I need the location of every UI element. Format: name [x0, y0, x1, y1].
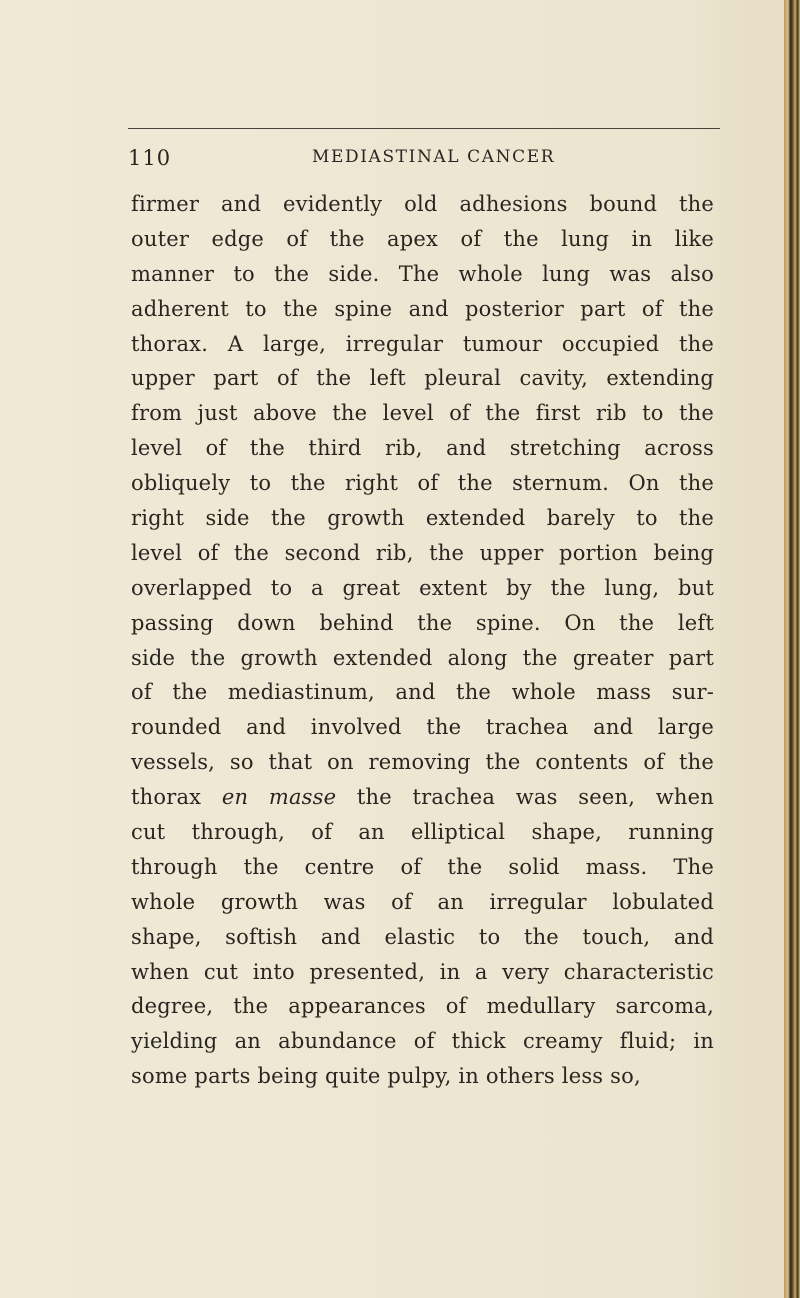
text-line-with-italic — [131, 780, 714, 815]
text-line: firmer and evidently old adhesions bound the — [131, 192, 714, 216]
text-line: upper part of the left pleural cavity, extending — [131, 366, 714, 391]
text-line: cut through, of an elliptical shape, running — [131, 820, 714, 845]
text-line: side the growth extended along the greater part — [131, 645, 714, 670]
text-line: overlapped to a great extent by the lung, but — [131, 575, 714, 600]
text-line: when cut into presented, in a very characteristic — [131, 959, 714, 984]
page-header — [128, 146, 720, 174]
text-line: manner to the side. The whole lung was also — [131, 261, 714, 286]
text-line: yielding an abundance of thick creamy fluid; in — [131, 1029, 714, 1054]
text-line: right side the growth extended barely to the — [131, 506, 714, 531]
text-line: outer edge of the apex of the lung in like — [131, 226, 714, 251]
header-rule — [128, 128, 720, 129]
text-line: passing down behind the spine. On the left — [131, 610, 714, 635]
text-line: level of the third rib, and stretching across — [131, 436, 714, 461]
text-line: of the mediastinum, and the whole mass sur- — [131, 680, 714, 705]
text-line: degree, the appearances of medullary sarcoma, — [131, 994, 714, 1019]
text-line: from just above the level of the first rib to the — [131, 401, 714, 426]
text-line: whole growth was of an irregular lobulated — [131, 889, 714, 914]
text-line: through the centre of the solid mass. The — [131, 854, 714, 879]
page-number: 110 — [128, 146, 172, 170]
page-edge — [784, 0, 800, 1298]
text-segment: thorax — [131, 785, 222, 810]
text-line: obliquely to the right of the sternum. On the — [131, 471, 714, 496]
text-line: level of the second rib, the upper portion being — [131, 540, 714, 565]
text-line: shape, softish and elastic to the touch, and — [131, 924, 714, 949]
text-line: some parts being quite pulpy, in others less so, — [131, 1064, 641, 1089]
running-title: MEDIASTINAL CANCER — [312, 147, 556, 167]
italic-phrase: en masse — [221, 785, 337, 810]
text-line: adherent to the spine and posterior part of the — [131, 296, 714, 321]
text-line: thorax. A large, irregular tumour occupied the — [131, 331, 714, 356]
text-line: rounded and involved the trachea and large — [131, 715, 714, 740]
text-segment: the trachea was seen, when — [336, 785, 714, 810]
text-line: vessels, so that on removing the contents of the — [131, 750, 714, 775]
body-text — [131, 187, 714, 1094]
